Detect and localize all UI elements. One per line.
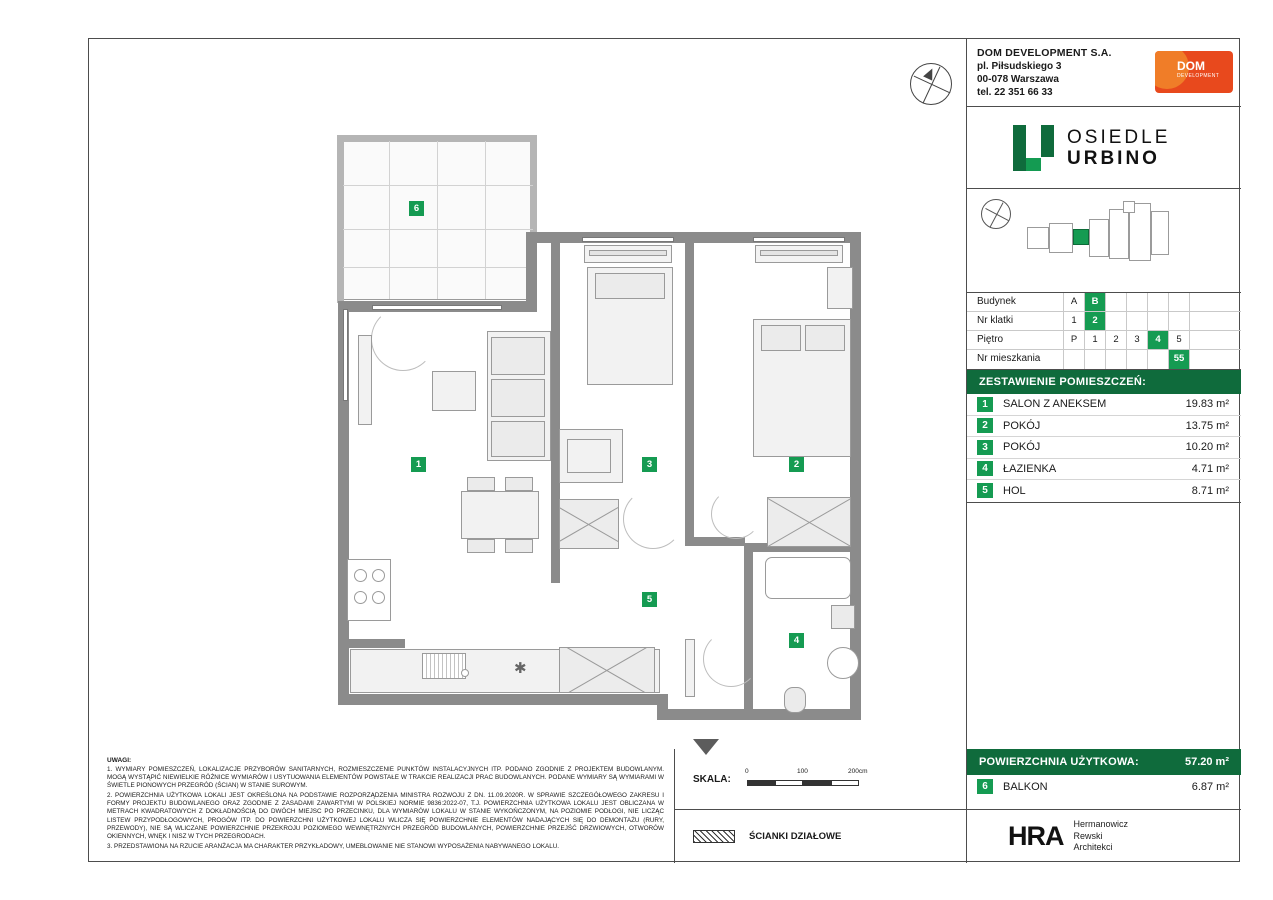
estate-line-1: OSIEDLE	[1067, 126, 1171, 148]
staircase-option-blank-1[interactable]	[1105, 312, 1126, 330]
door-swing-bathroom	[703, 631, 759, 687]
room-number: 2	[977, 418, 993, 433]
hob-burner-3	[354, 591, 367, 604]
developer-phone: tel. 22 351 66 33	[977, 87, 1053, 98]
sofa-cushion-2	[491, 379, 545, 417]
dom-development-logo	[1155, 51, 1233, 93]
developer-address-1: pl. Piłsudskiego 3	[977, 61, 1062, 72]
kitchen-tap-icon: ✱	[514, 660, 527, 677]
room-area: 4.71 m²	[1191, 462, 1229, 475]
wardrobe-room-3	[559, 499, 619, 549]
note-item-2: 2. POWIERZCHNIA UŻYTKOWA LOKALI JEST OKREŚLONA NA PODSTAWIE ROZPORZĄDZENIA MINISTRA ROZWOJU Z DN. 11.09.2020R. W SPRAWIE SZCZEGÓŁOWEGO ZAKRESU I FORMY PROJEKTU BUDOWLANEGO ORAZ ZGODNIE Z ZASADAMI ZAWARTYMI W POLSKIEJ NORMIE 9836:2022-07, T.J. POWIERZCHNIA UŻYTKOWA LOKALU JEST OBLICZANA W METRACH KWADRATOWYCH Z DOKŁADNOŚCIĄ DO DWÓCH MIEJSC PO PRZECINKU, DLA WYMIARÓW LOKALU W STANIE WYKOŃCZONYM, NA POZIOMIE PODŁOGI, NIE LICZĄC LISTEW PRZYPODŁOGOWYCH, PROGÓW ITP. DO POWIERZCHNI UŻYTKOWEJ LOKALU WLICZA SIĘ POWIERZCHNIE ELEMENTÓW NADAJĄCYCH SIĘ DO DEMONTAŻU (RURY, PRZEWODY), NIE SĄ WLICZANE POWIERZCHNIE PRZEKROJU POZIOMEGO WEWNĘTRZNYCH PRZEGRÓD BUDOWLANYCH, POWIERZCHNIE PRZEJŚĆ DRZWIOWYCH, OTWORÓW OKIENNYCH, WNĘK I NISZ W TYCH PRZEGRODACH.	[107, 792, 664, 840]
kitchen-tall-unit	[559, 647, 655, 693]
chair-4	[505, 539, 533, 553]
floor-option-4[interactable]: 4	[1147, 331, 1168, 349]
room-name: HOL	[1003, 484, 1026, 497]
chair-2	[505, 477, 533, 491]
hob-burner-2	[372, 569, 385, 582]
table-row	[967, 394, 1241, 416]
wardrobe-room-2	[767, 497, 851, 547]
staircase-option-blank-3[interactable]	[1147, 312, 1168, 330]
apartment-blank-5[interactable]	[1147, 350, 1168, 369]
floor-option-2[interactable]: 2	[1105, 331, 1126, 349]
staircase-option-blank-5[interactable]	[1189, 312, 1215, 330]
window-sash-4	[760, 250, 838, 256]
floor-option-1[interactable]: 1	[1084, 331, 1105, 349]
balcony-name: BALKON	[1003, 780, 1048, 793]
room-area: 10.20 m²	[1185, 441, 1229, 454]
staircase-option-blank-4[interactable]	[1168, 312, 1189, 330]
balcony-row	[967, 775, 1241, 798]
pillow-left	[761, 325, 801, 351]
washing-machine	[827, 647, 859, 679]
building-option-b[interactable]: B	[1084, 293, 1105, 311]
kitchen-hob	[347, 559, 391, 621]
notes-block	[89, 749, 674, 863]
balcony-rail-left	[337, 135, 344, 303]
floor-option-blank[interactable]	[1189, 331, 1215, 349]
dining-table	[461, 491, 539, 539]
room-area: 8.71 m²	[1191, 484, 1229, 497]
balcony-number: 6	[977, 779, 993, 794]
room-tag-5: 5	[642, 592, 657, 607]
interior-wall-bath-left	[744, 543, 753, 633]
legend-block	[674, 809, 966, 863]
sofa-cushion-3	[491, 421, 545, 457]
floor-label: Piętro	[977, 334, 1004, 345]
room-number: 5	[977, 483, 993, 498]
building-option-blank-4[interactable]	[1168, 293, 1189, 311]
chair-room-3	[567, 439, 611, 473]
urbino-mark-icon	[1013, 125, 1055, 171]
scale-tick-0: 0	[745, 768, 749, 775]
apartment-row	[967, 350, 1241, 369]
floor-plan	[89, 39, 966, 749]
pillow-single	[595, 273, 665, 299]
staircase-row	[967, 312, 1241, 331]
estate-line-2: URBINO	[1067, 147, 1160, 169]
compass-icon	[910, 63, 952, 105]
scale-tick-200: 200cm	[848, 768, 868, 775]
chair-3	[467, 539, 495, 553]
architect-line-1: Hermanowicz	[1073, 819, 1129, 830]
key-plan-compass-icon	[981, 199, 1011, 229]
architect-line-2: Rewski	[1073, 830, 1103, 841]
window-sash-3	[589, 250, 667, 256]
rooms-table-block	[967, 370, 1241, 503]
apartment-number[interactable]: 55	[1168, 350, 1189, 369]
building-option-blank-5[interactable]	[1189, 293, 1215, 311]
door-swing-room-3	[623, 489, 683, 549]
nightstand	[827, 267, 853, 309]
building-option-blank-3[interactable]	[1147, 293, 1168, 311]
coffee-table	[432, 371, 476, 411]
dom-logo-subtext: DEVELOPMENT	[1177, 73, 1220, 79]
chair-1	[467, 477, 495, 491]
hob-burner-1	[354, 569, 367, 582]
notes-title: UWAGI:	[107, 757, 132, 764]
developer-address-2: 00-078 Warszawa	[977, 74, 1059, 85]
table-row	[967, 459, 1241, 481]
room-name: POKÓJ	[1003, 441, 1041, 454]
total-area-block	[966, 749, 1241, 798]
developer-name: DOM DEVELOPMENT S.A.	[977, 47, 1112, 59]
entry-door	[685, 639, 695, 697]
staircase-option-1[interactable]: 1	[1063, 312, 1084, 330]
building-row	[967, 293, 1241, 312]
room-area: 19.83 m²	[1185, 398, 1229, 411]
sofa-cushion-1	[491, 337, 545, 375]
building-option-blank-2[interactable]	[1126, 293, 1147, 311]
exterior-wall-upper	[526, 232, 537, 312]
architect-line-3: Architekci	[1073, 842, 1113, 853]
info-panel	[966, 39, 1241, 863]
staircase-option-2[interactable]: 2	[1084, 312, 1105, 330]
room-area: 13.75 m²	[1185, 419, 1229, 432]
tv-unit	[358, 335, 372, 425]
room-number: 3	[977, 440, 993, 455]
scale-bar	[745, 768, 885, 790]
building-option-a[interactable]: A	[1063, 293, 1084, 311]
kitchen-sink-drain	[461, 669, 469, 677]
interior-wall-living-room-right	[551, 243, 560, 543]
room-tag-3: 3	[642, 457, 657, 472]
scale-label: SKALA:	[693, 773, 731, 785]
scale-tick-100: 100	[797, 768, 808, 775]
room-number: 4	[977, 461, 993, 476]
interior-wall-rooms-split	[685, 243, 694, 543]
apartment-label: Nr mieszkania	[977, 353, 1041, 364]
note-item-3: 3. PRZEDSTAWIONA NA RZUCIE ARANŻACJA MA CHARAKTER PRZYKŁADOWY, UMEBLOWANIE NIE STANOWI WYPOSAŻENIA NABYWANEGO LOKALU.	[107, 842, 560, 850]
dish-rack	[422, 653, 466, 679]
legend-label: ŚCIANKI DZIAŁOWE	[749, 831, 842, 842]
partition-wall-swatch	[693, 830, 735, 843]
developer-block	[967, 39, 1241, 107]
exterior-wall-bottom-2	[657, 709, 861, 720]
usable-area-row	[967, 749, 1241, 775]
room-name: POKÓJ	[1003, 419, 1041, 432]
dom-logo-text: DOM	[1177, 59, 1205, 73]
table-row	[967, 480, 1241, 502]
table-row	[967, 437, 1241, 459]
architect-logo: HRA	[1008, 821, 1064, 851]
interior-wall-hall-left	[551, 543, 560, 583]
building-option-blank-1[interactable]	[1105, 293, 1126, 311]
apartment-meta-table	[967, 293, 1241, 370]
estate-logo-block	[967, 107, 1241, 189]
floor-option-p[interactable]: P	[1063, 331, 1084, 349]
balcony-area: 6.87 m²	[1191, 780, 1229, 793]
apartment-blank-4[interactable]	[1126, 350, 1147, 369]
floor-option-3[interactable]: 3	[1126, 331, 1147, 349]
floor-option-5[interactable]: 5	[1168, 331, 1189, 349]
key-plan-diagram	[1027, 201, 1177, 277]
apartment-blank-1[interactable]	[1063, 350, 1084, 369]
room-name: SALON Z ANEKSEM	[1003, 398, 1107, 411]
rooms-table-title: ZESTAWIENIE POMIESZCZEŃ:	[967, 370, 1241, 394]
room-name: ŁAZIENKA	[1003, 462, 1057, 475]
building-label: Budynek	[977, 296, 1016, 307]
note-item-1: 1. WYMIARY POMIESZCZEŃ, LOKALIZACJE PRZYBORÓW SANITARNYCH, ROZMIESZCZENIE PUNKTÓW INSTALACYJNYCH ITP. PODANO ZGODNIE Z PROJEKTEM BUDOWLANYM. MOGĄ WYSTĄPIĆ NIEWIELKIE RÓŻNICE WYMIARÓW I USYTUOWANIA ELEMENTÓW POWSTAŁE W TRAKCIE REALIZACJI PRAC BUDOWLANYCH. PODANE WYMIARY SĄ WYMIARAMI W ŚWIETLE PIONOWYCH PRZEGRÓD (ŚCIAN) W STANIE SUROWYM.	[107, 766, 664, 790]
room-tag-1: 1	[411, 457, 426, 472]
washbasin	[831, 605, 855, 629]
room-tag-6: 6	[409, 201, 424, 216]
toilet	[784, 687, 806, 713]
staircase-option-blank-2[interactable]	[1126, 312, 1147, 330]
apartment-blank-6[interactable]	[1189, 350, 1215, 369]
room-tag-4: 4	[789, 633, 804, 648]
balcony-door-swing	[371, 307, 435, 371]
door-swing-room-2	[711, 489, 761, 539]
staircase-label: Nr klatki	[977, 315, 1014, 326]
interior-wall-kitchen	[349, 639, 405, 648]
usable-area-label: POWIERZCHNIA UŻYTKOWA:	[979, 756, 1139, 768]
usable-area-value: 57.20 m²	[1184, 756, 1229, 768]
window-living-room	[343, 309, 348, 401]
apartment-blank-3[interactable]	[1105, 350, 1126, 369]
apartment-blank-2[interactable]	[1084, 350, 1105, 369]
table-row	[967, 416, 1241, 438]
floor-row	[967, 331, 1241, 350]
room-tag-2: 2	[789, 457, 804, 472]
pillow-right	[805, 325, 845, 351]
balcony-area	[342, 137, 534, 300]
key-plan-highlight	[1073, 229, 1089, 245]
hob-burner-4	[372, 591, 385, 604]
drawing-sheet	[88, 38, 1240, 862]
window-bedroom-2	[753, 237, 845, 242]
window-bedroom-1	[582, 237, 674, 242]
scale-block	[674, 749, 966, 809]
bathtub	[765, 557, 851, 599]
room-number: 1	[977, 397, 993, 412]
key-plan-block	[967, 189, 1241, 293]
exterior-wall-bottom	[338, 694, 668, 705]
